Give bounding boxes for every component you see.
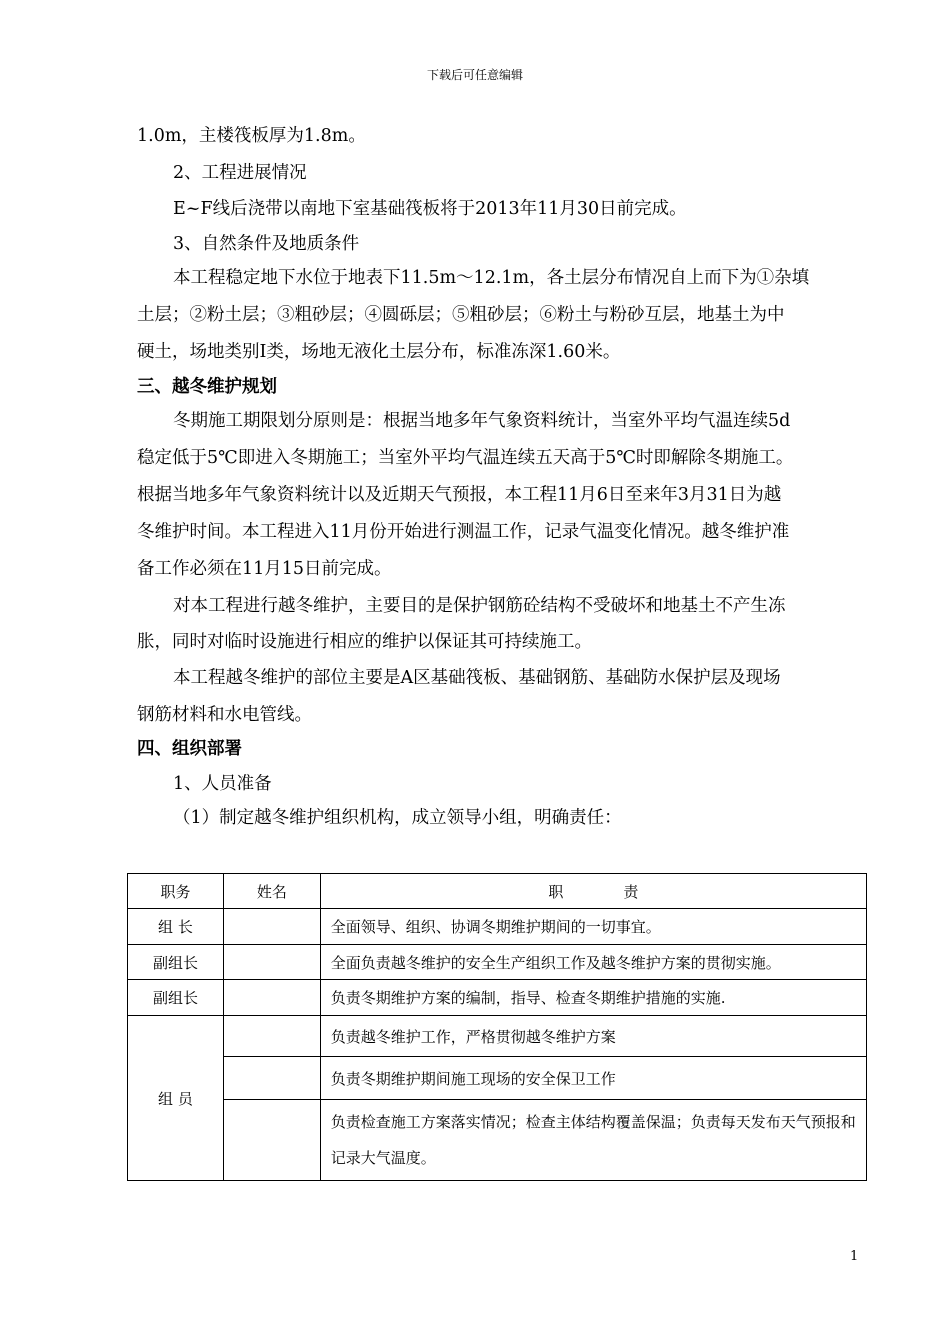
- duty-cell: 负责检查施工方案落实情况；检查主体结构覆盖保温；负责每天发布天气预报和记录大气温度。: [320, 1100, 866, 1181]
- body-line: 对本工程进行越冬维护，主要目的是保护钢筋砼结构不受破坏和地基土不产生冻: [173, 596, 786, 616]
- body-line: 1.0m，主楼筏板厚为1.8m。: [137, 126, 366, 146]
- section-heading: 2、工程进展情况: [173, 163, 307, 183]
- role-cell: 副组长: [128, 980, 224, 1016]
- duty-cell: 全面负责越冬维护的安全生产组织工作及越冬维护方案的贯彻实施。: [320, 945, 866, 980]
- body-line: 本工程稳定地下水位于地表下11.5m～12.1m，各土层分布情况自上而下为①杂填: [173, 268, 810, 288]
- header-duty: 职 责: [320, 874, 866, 909]
- page-number: 1: [850, 1249, 859, 1264]
- duty-cell: 负责冬期维护方案的编制，指导、检查冬期维护措施的实施.: [320, 980, 866, 1016]
- role-cell-members: 组 员: [128, 1016, 224, 1181]
- name-cell: [223, 945, 320, 980]
- section-heading: 1、人员准备: [173, 774, 272, 794]
- body-line: 稳定低于5℃即进入冬期施工；当室外平均气温连续五天高于5℃时即解除冬期施工。: [137, 448, 794, 468]
- header-name: 姓名: [223, 874, 320, 909]
- body-line: 本工程越冬维护的部位主要是A区基础筏板、基础钢筋、基础防水保护层及现场: [173, 668, 781, 688]
- duty-cell: 全面领导、组织、协调冬期维护期间的一切事宜。: [320, 909, 866, 945]
- body-line: 钢筋材料和水电管线。: [137, 705, 312, 725]
- table-header-row: [128, 874, 867, 909]
- name-cell: [223, 980, 320, 1016]
- body-line: 胀，同时对临时设施进行相应的维护以保证其可持续施工。: [137, 632, 592, 652]
- duty-cell: 负责越冬维护工作，严格贯彻越冬维护方案: [320, 1016, 866, 1057]
- body-line: E~F线后浇带以南地下室基础筏板将于2013年11月30日前完成。: [173, 199, 687, 219]
- body-line: （1）制定越冬维护组织机构，成立领导小组，明确责任：: [173, 808, 622, 828]
- table-row: [128, 909, 867, 945]
- duty-cell: 负责冬期维护期间施工现场的安全保卫工作: [320, 1057, 866, 1100]
- page-header: 下载后可任意编辑: [426, 68, 523, 82]
- organization-table: [127, 873, 867, 1181]
- header-role: 职务: [128, 874, 224, 909]
- body-line: 冬维护时间。本工程进入11月份开始进行测温工作，记录气温变化情况。越冬维护准: [137, 522, 790, 542]
- name-cell: [223, 1057, 320, 1100]
- body-line: 根据当地多年气象资料统计以及近期天气预报，本工程11月6日至来年3月31日为越: [137, 485, 782, 505]
- chapter-heading: 四、组织部署: [137, 739, 242, 759]
- chapter-heading: 三、越冬维护规划: [137, 377, 277, 397]
- table-row: [128, 1100, 867, 1181]
- role-cell: 副组长: [128, 945, 224, 980]
- body-line: 备工作必须在11月15日前完成。: [137, 559, 392, 579]
- table-row: [128, 1016, 867, 1057]
- table-row: [128, 980, 867, 1016]
- body-line: 土层；②粉土层；③粗砂层；④圆砾层；⑤粗砂层；⑥粉土与粉砂互层，地基土为中: [137, 305, 785, 325]
- section-heading: 3、自然条件及地质条件: [173, 234, 360, 254]
- role-cell: 组 长: [128, 909, 224, 945]
- table-row: [128, 945, 867, 980]
- table-row: [128, 1057, 867, 1100]
- name-cell: [223, 1100, 320, 1181]
- body-line: 硬土，场地类别Ⅰ类，场地无液化土层分布，标准冻深1.60米。: [137, 342, 621, 362]
- name-cell: [223, 1016, 320, 1057]
- body-line: 冬期施工期限划分原则是：根据当地多年气象资料统计，当室外平均气温连续5d: [173, 411, 791, 431]
- name-cell: [223, 909, 320, 945]
